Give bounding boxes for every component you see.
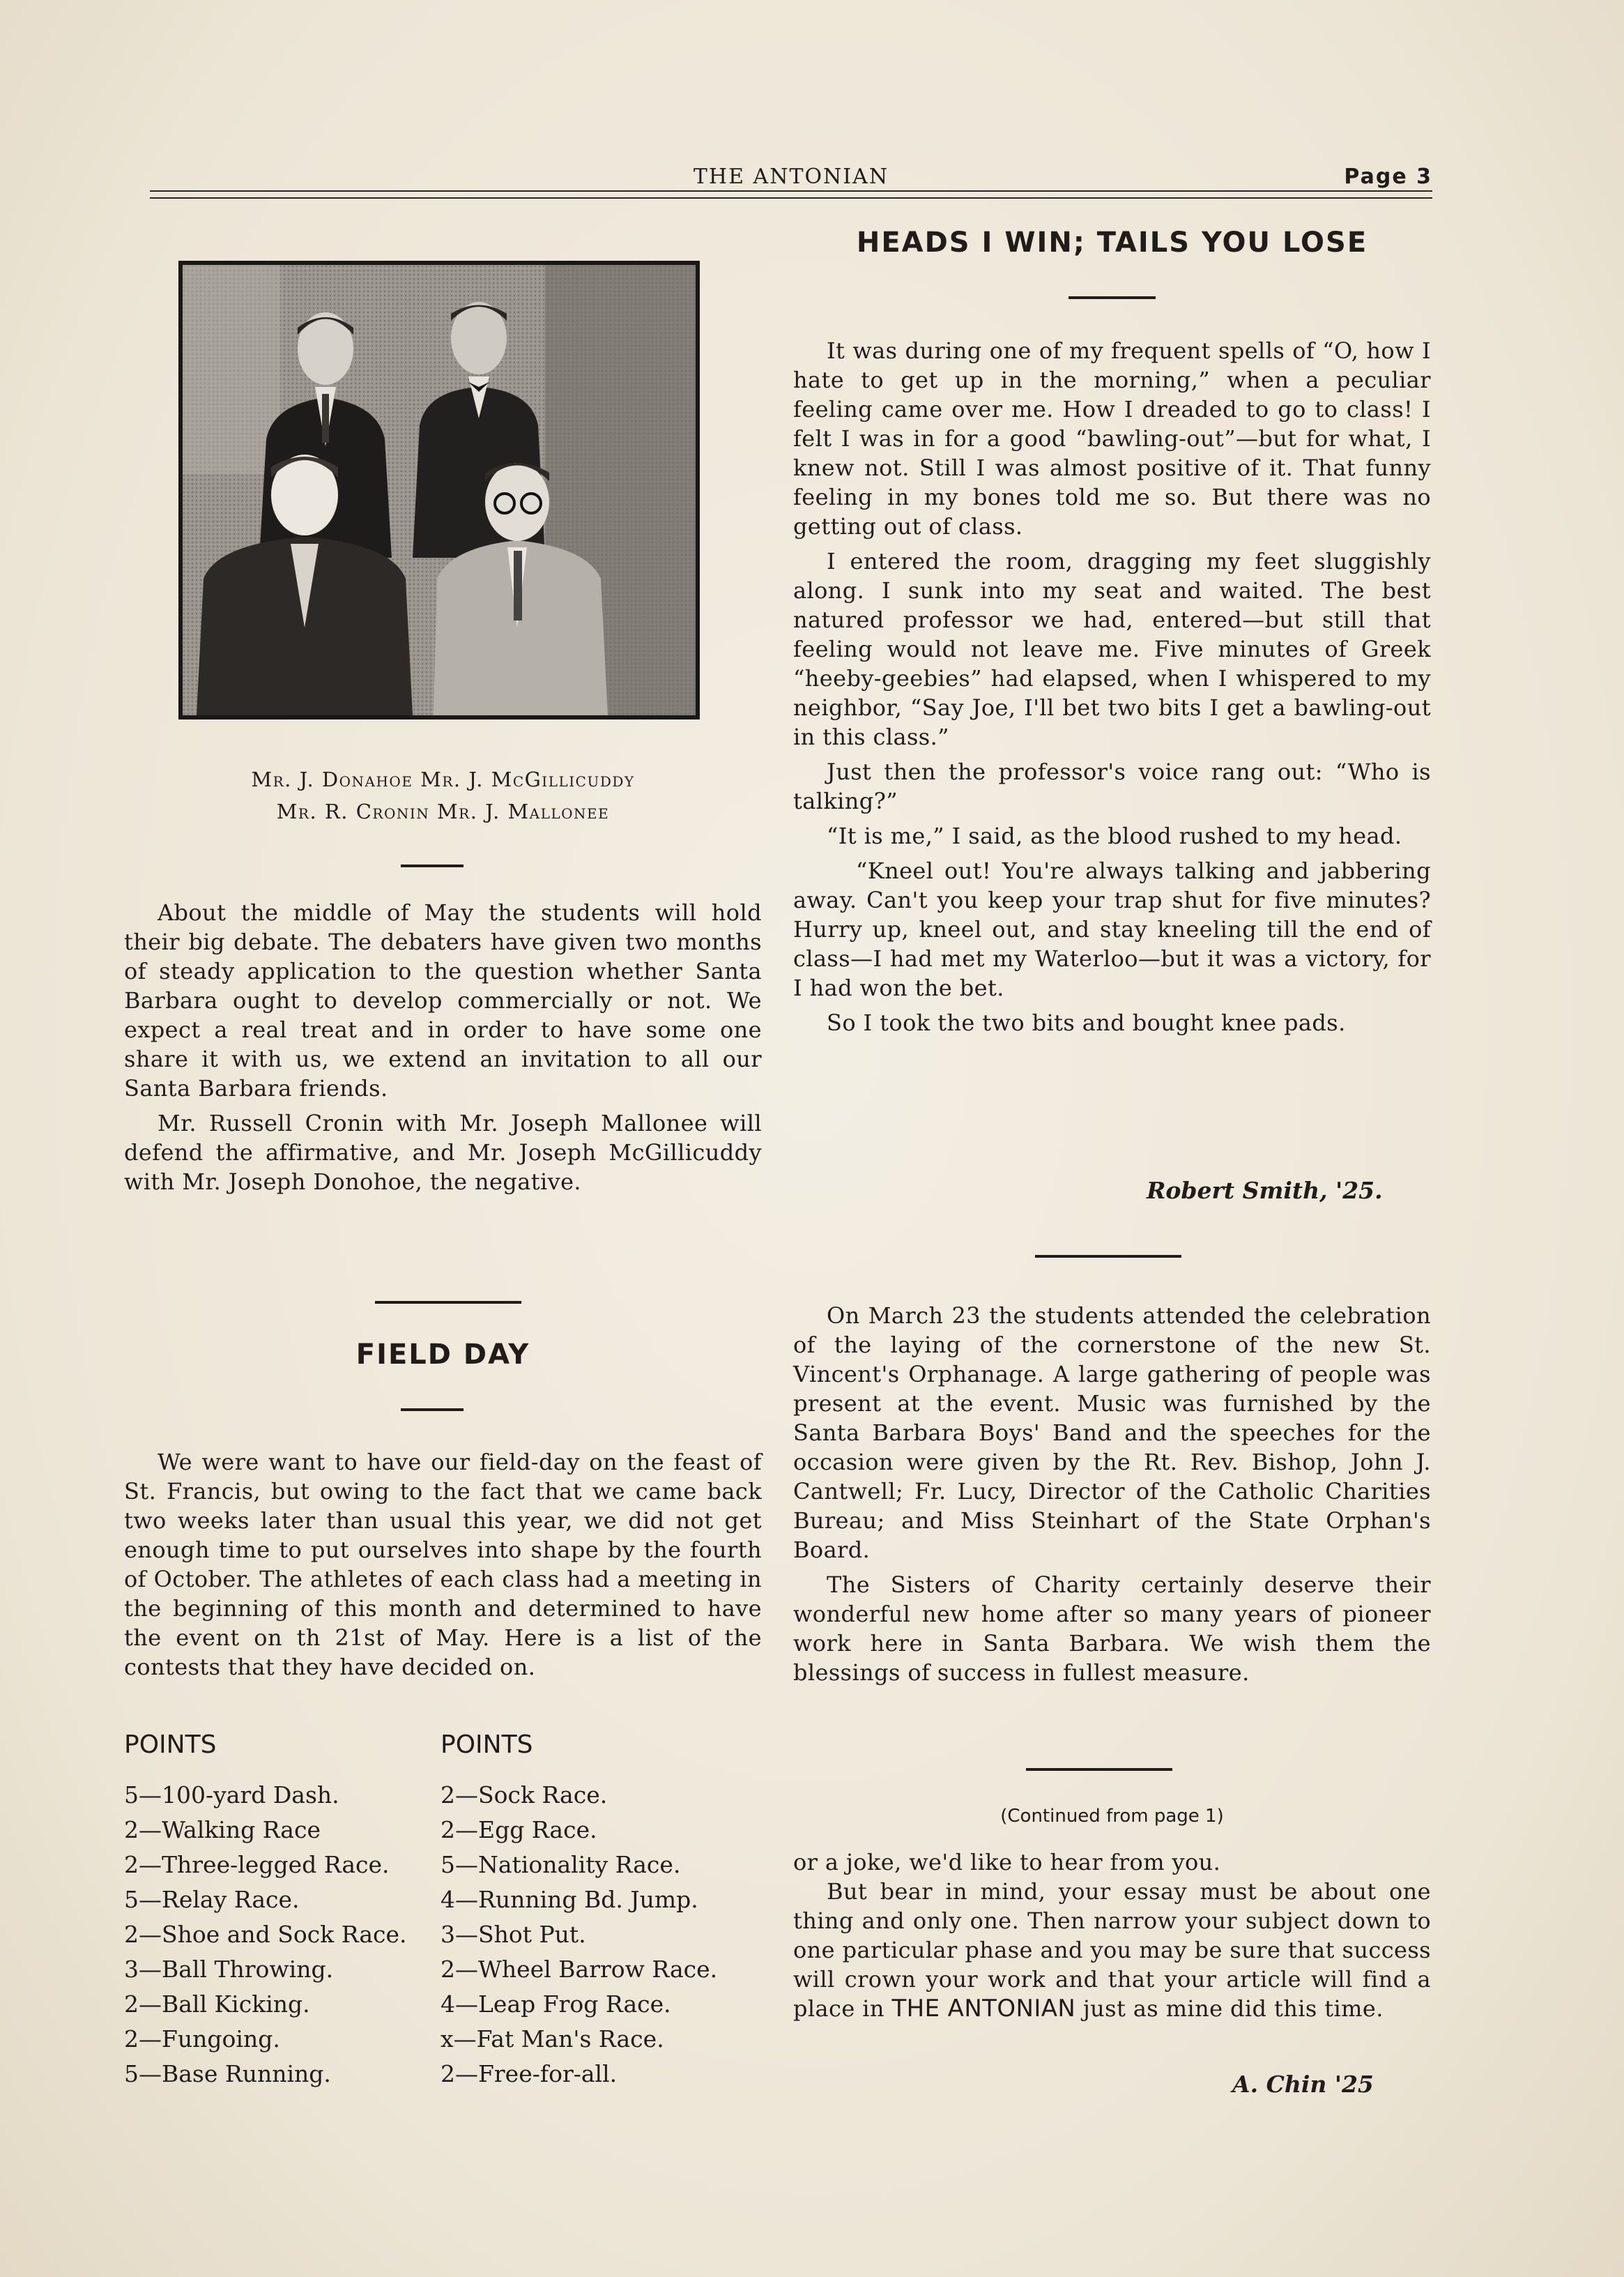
field-day-article xyxy=(124,1447,762,1682)
list-item: 2—Sock Race. xyxy=(441,1781,608,1808)
points-heading-left: POINTS xyxy=(124,1730,217,1759)
list-item: 2—Ball Kicking. xyxy=(124,1990,310,2018)
points-heading-right: POINTS xyxy=(441,1730,533,1759)
continued-byline: A. Chin '25 xyxy=(1232,2071,1374,2098)
continued-paragraph-2 xyxy=(793,1877,1431,2023)
divider xyxy=(1068,296,1156,299)
list-item: x—Fat Man's Race. xyxy=(441,2025,664,2053)
list-item: 2—Egg Race. xyxy=(441,1816,597,1843)
heads-byline: Robert Smith, '25. xyxy=(1147,1177,1383,1204)
heads-paragraph-2: I entered the room, dragging my feet sluggishly along. I sunk into my seat and waited. The best natured professor we had, entered—but still that feeling would not leave me. Five minutes of Greek “heeby-geebies” had elapsed, when I whispered to my neighbor, “Say Joe, I'll bet two bits I get a bawling-out in this class.” xyxy=(793,548,1431,750)
debate-paragraph-2: Mr. Russell Cronin with Mr. Joseph Mallonee will defend the affirmative, and Mr. Joseph McGillicuddy with Mr. Joseph Donohoe, the negative. xyxy=(124,1110,762,1195)
debate-article xyxy=(124,898,762,1196)
orphanage-paragraph-2: The Sisters of Charity certainly deserve their wonderful new home after so many years of pioneer work here in Santa Barbara. We wish them the blessings of success in fullest measure. xyxy=(793,1571,1431,1686)
caption-line-1: Mr. J. Donahoe Mr. J. McGillicuddy xyxy=(251,768,635,791)
header-rule xyxy=(150,190,1432,199)
continued-text-end: just as mine did this time. xyxy=(1075,1995,1384,2022)
heads-paragraph-6: So I took the two bits and bought knee pads. xyxy=(827,1010,1346,1036)
field-day-paragraph: We were want to have our field-day on the feast of St. Francis, but owing to the fact that we came back two weeks later than usual this year, we did not get enough time to put ourselves into shape by the fourth of October. The athletes of each class had a meeting in the beginning of this month and determined to have the event on th 21st of May. Here is a list of the contests that they have decided on. xyxy=(124,1449,762,1680)
orphanage-article xyxy=(793,1301,1431,1687)
list-item: 5—Base Running. xyxy=(124,2060,331,2087)
heads-paragraph-3: Just then the professor's voice rang out: “Who is talking?” xyxy=(793,759,1431,814)
list-item: 2—Fungoing. xyxy=(124,2025,280,2053)
continued-article xyxy=(793,1848,1431,2023)
continued-label: (Continued from page 1) xyxy=(1000,1806,1224,1827)
photo-illustration xyxy=(183,265,696,715)
list-item: 2—Free-for-all. xyxy=(441,2060,618,2087)
contest-list-left xyxy=(124,1778,438,2092)
field-day-headline: FIELD DAY xyxy=(355,1339,530,1371)
photo-caption xyxy=(124,763,762,828)
heads-article xyxy=(793,336,1431,1037)
list-item: 5—Nationality Race. xyxy=(441,1851,681,1878)
list-item: 5—100-yard Dash. xyxy=(124,1781,339,1808)
contest-list-right xyxy=(441,1778,761,2092)
masthead xyxy=(150,162,1432,192)
caption-line-2: Mr. R. Cronin Mr. J. Mallonee xyxy=(276,800,610,823)
list-item: 2—Wheel Barrow Race. xyxy=(441,1956,718,1983)
continued-paragraph-1: or a joke, we'd like to hear from you. xyxy=(793,1849,1221,1875)
orphanage-paragraph-1: On March 23 the students attended the celebration of the laying of the cornerstone of the new St. Vincent's Orphanage. A large gathering of people was present at the event. Music was furnished by the Santa Barbara Boys' Band and the speeches for the occasion were given by the Rt. Rev. Bishop, John J. Cantwell; Fr. Lucy, Director of the Catholic Charities Bureau; and Miss Steinhart of the State Orphan's Board. xyxy=(793,1302,1431,1563)
list-item: 2—Three-legged Race. xyxy=(124,1851,390,1878)
heads-headline: HEADS I WIN; TAILS YOU LOSE xyxy=(856,227,1368,259)
list-item: 3—Shot Put. xyxy=(441,1921,586,1948)
divider xyxy=(401,865,464,867)
list-item: 4—Leap Frog Race. xyxy=(441,1990,671,2018)
newspaper-title: THE ANTONIAN xyxy=(693,165,889,189)
newspaper-name: THE ANTONIAN xyxy=(891,1995,1076,2023)
list-item: 5—Relay Race. xyxy=(124,1886,300,1913)
list-item: 3—Ball Throwing. xyxy=(124,1956,334,1983)
divider xyxy=(1035,1255,1181,1258)
divider xyxy=(1026,1768,1172,1771)
debate-paragraph-1: About the middle of May the students will hold their big debate. The debaters have given two months of steady application to the question whether Santa Barbara ought to develop commercially or not. We expect a real treat and in order to have some one share it with us, we extend an invitation to all our Santa Barbara friends. xyxy=(124,899,762,1102)
list-item: 2—Shoe and Sock Race. xyxy=(124,1921,407,1948)
heads-paragraph-1: It was during one of my frequent spells of “O, how I hate to get up in the morning,” when a peculiar feeling came over me. How I dreaded to go to class! I felt I was in for a good “bawling-out”—but for what, I knew not. Still I was almost positive of it. That funny feeling in my bones told me so. But there was no getting out of class. xyxy=(793,337,1431,540)
page-number: Page 3 xyxy=(1344,165,1432,189)
continued-text: But bear in mind, your essay must be about one thing and only one. Then narrow your subject down to one particular phase and you may be sure that success will crown your work and that your article will find a place in xyxy=(793,1878,1431,2022)
divider xyxy=(375,1301,521,1304)
debaters-photo xyxy=(178,261,700,719)
list-item: 4—Running Bd. Jump. xyxy=(441,1886,698,1913)
divider xyxy=(401,1408,464,1411)
list-item: 2—Walking Race xyxy=(124,1816,321,1843)
heads-paragraph-5: “Kneel out! You're always talking and jabbering away. Can't you keep your trap shut for five minutes? Hurry up, kneel out, and stay kneeling till the end of class—I had met my Waterloo—but it was a victory, for I had won the bet. xyxy=(793,858,1431,1001)
heads-paragraph-4: “It is me,” I said, as the blood rushed to my head. xyxy=(827,823,1402,849)
